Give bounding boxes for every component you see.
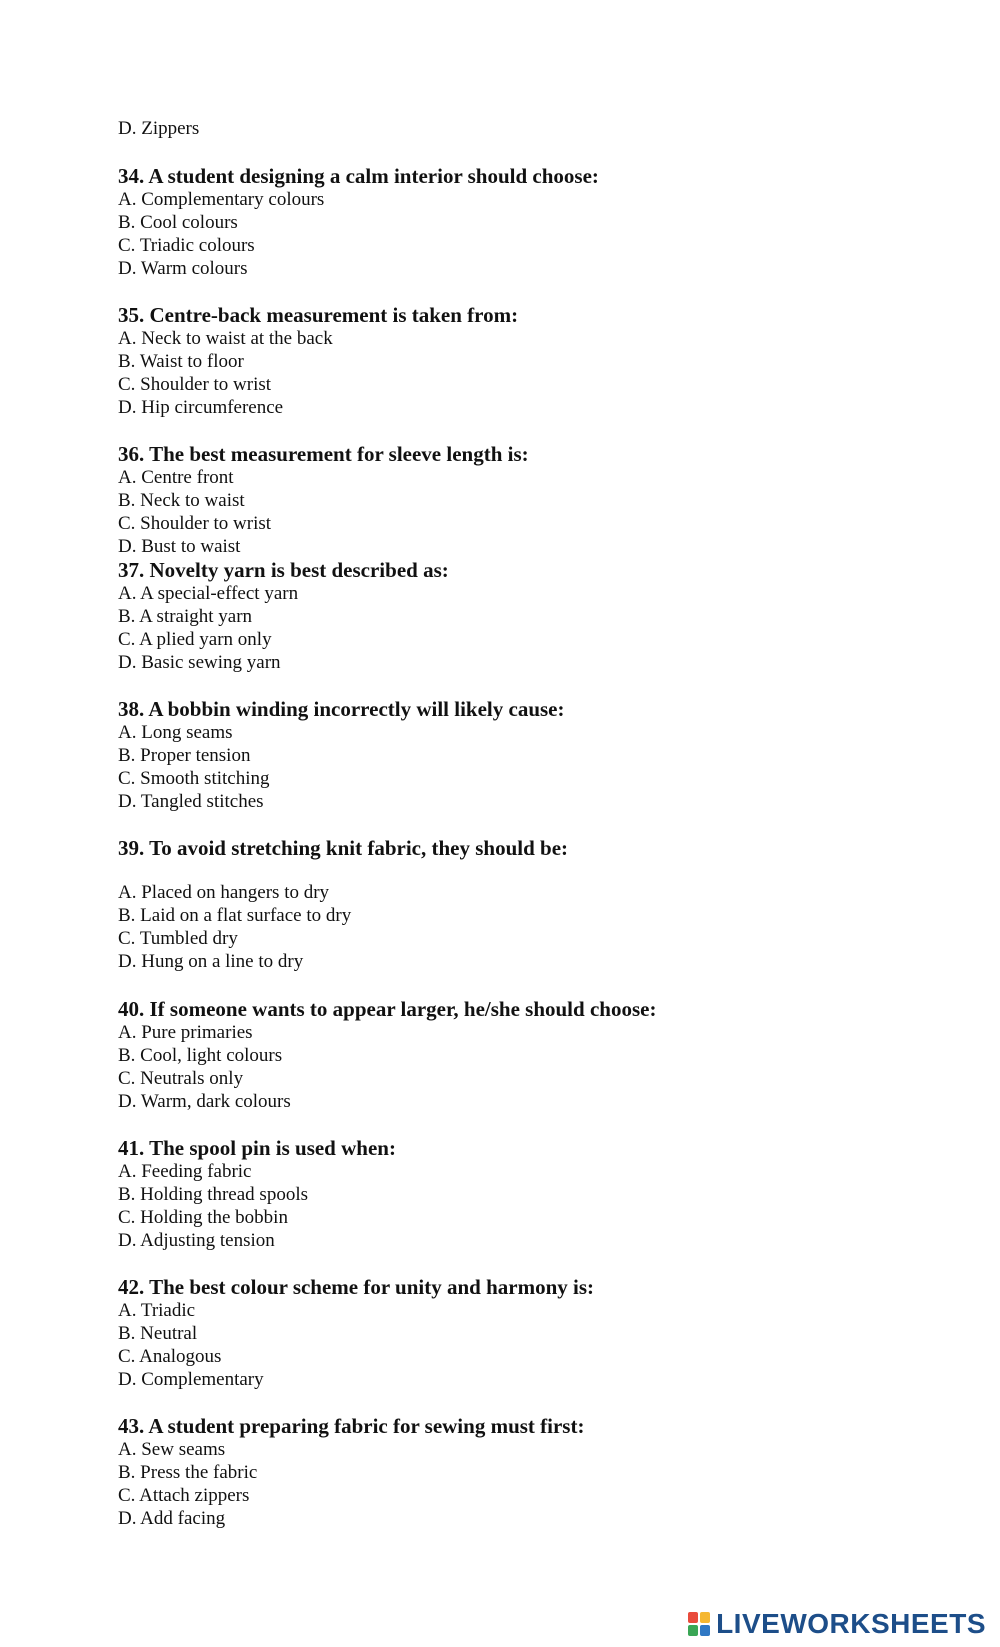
- question-38-title: 38. A bobbin winding incorrectly will likely cause:: [118, 697, 565, 721]
- question-34-option-b: B. Cool colours: [118, 212, 238, 233]
- question-41-title: 41. The spool pin is used when:: [118, 1136, 396, 1160]
- question-34-option-a: A. Complementary colours: [118, 189, 325, 210]
- question-35-option-c: C. Shoulder to wrist: [118, 374, 272, 395]
- question-36-option-b: B. Neck to waist: [118, 490, 245, 511]
- question-41-option-d: D. Adjusting tension: [118, 1230, 275, 1251]
- question-36-option-c: C. Shoulder to wrist: [118, 513, 272, 534]
- question-39-option-b: B. Laid on a flat surface to dry: [118, 905, 352, 926]
- question-40-option-c: C. Neutrals only: [118, 1068, 244, 1089]
- question-37-option-d: D. Basic sewing yarn: [118, 652, 281, 673]
- question-39-option-a: A. Placed on hangers to dry: [118, 882, 330, 903]
- question-34-title: 34. A student designing a calm interior should choose:: [118, 164, 599, 188]
- question-35-title: 35. Centre-back measurement is taken from:: [118, 303, 519, 327]
- question-39-option-d: D. Hung on a line to dry: [118, 951, 304, 972]
- question-41-option-c: C. Holding the bobbin: [118, 1207, 288, 1228]
- question-43-option-c: C. Attach zippers: [118, 1485, 250, 1506]
- question-43-option-b: B. Press the fabric: [118, 1462, 258, 1483]
- liveworksheets-logo-text: LIVEWORKSHEETS: [716, 1608, 986, 1639]
- question-43-option-d: D. Add facing: [118, 1508, 226, 1529]
- question-41-option-a: A. Feeding fabric: [118, 1161, 252, 1182]
- question-34-option-d: D. Warm colours: [118, 258, 248, 279]
- question-37-title: 37. Novelty yarn is best described as:: [118, 558, 449, 582]
- question-36-title: 36. The best measurement for sleeve length is:: [118, 442, 529, 466]
- question-36-option-d: D. Bust to waist: [118, 536, 241, 557]
- question-35-option-a: A. Neck to waist at the back: [118, 328, 333, 349]
- liveworksheets-logo: [688, 1609, 986, 1639]
- question-42-option-d: D. Complementary: [118, 1369, 264, 1390]
- question-35-option-d: D. Hip circumference: [118, 397, 284, 418]
- question-39-option-c: C. Tumbled dry: [118, 928, 238, 949]
- question-35-option-b: B. Waist to floor: [118, 351, 244, 372]
- question-43-title: 43. A student preparing fabric for sewing must first:: [118, 1414, 585, 1438]
- question-37-option-b: B. A straight yarn: [118, 606, 253, 627]
- question-37-option-a: A. A special-effect yarn: [118, 583, 299, 604]
- question-41-option-b: B. Holding thread spools: [118, 1184, 308, 1205]
- question-36-option-a: A. Centre front: [118, 467, 234, 488]
- question-33-option-d: D. Zippers: [118, 118, 200, 139]
- question-40-title: 40. If someone wants to appear larger, he/she should choose:: [118, 997, 657, 1021]
- question-42-option-c: C. Analogous: [118, 1346, 222, 1367]
- question-34-option-c: C. Triadic colours: [118, 235, 255, 256]
- liveworksheets-logo-icon: [688, 1612, 710, 1636]
- question-40-option-a: A. Pure primaries: [118, 1022, 253, 1043]
- question-39-title: 39. To avoid stretching knit fabric, they should be:: [118, 836, 569, 860]
- question-37-option-c: C. A plied yarn only: [118, 629, 272, 650]
- question-38-option-d: D. Tangled stitches: [118, 791, 264, 812]
- question-40-option-b: B. Cool, light colours: [118, 1045, 283, 1066]
- question-42-option-b: B. Neutral: [118, 1323, 198, 1344]
- question-42-title: 42. The best colour scheme for unity and harmony is:: [118, 1275, 595, 1299]
- question-38-option-a: A. Long seams: [118, 722, 233, 743]
- question-40-option-d: D. Warm, dark colours: [118, 1091, 291, 1112]
- question-38-option-b: B. Proper tension: [118, 745, 251, 766]
- question-42-option-a: A. Triadic: [118, 1300, 196, 1321]
- question-38-option-c: C. Smooth stitching: [118, 768, 270, 789]
- question-43-option-a: A. Sew seams: [118, 1439, 226, 1460]
